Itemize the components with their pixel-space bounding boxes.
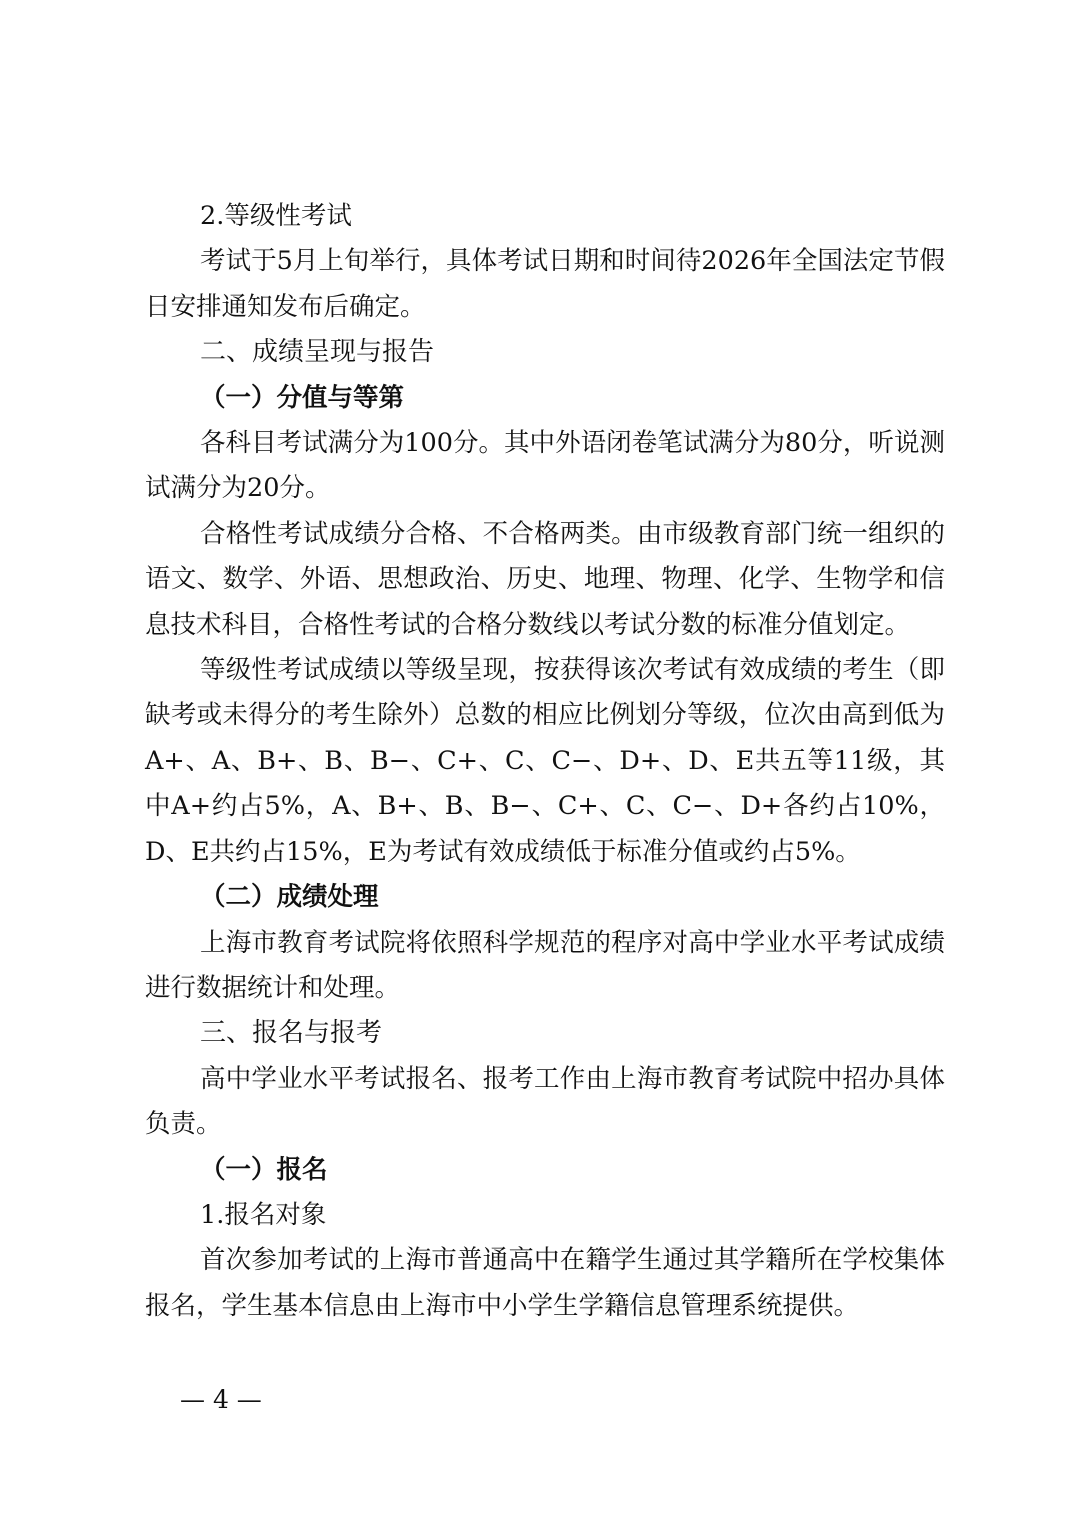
paragraph-registration-office: 高中学业水平考试报名、报考工作由上海市教育考试院中招办具体负责。 [145, 1063, 945, 1140]
subsection-heading-score-grade: （一）分值与等第 [200, 382, 405, 413]
section-heading-registration: 三、报名与报考 [200, 1018, 383, 1049]
paragraph-score-processing: 上海市教育考试院将依照科学规范的程序对高中学业水平考试成绩进行数据统计和处理。 [145, 927, 945, 1003]
paragraph-full-score: 各科目考试满分为100分。其中外语闭卷笔试满分为80分，听说测试满分为20分。 [145, 428, 945, 504]
paragraph-pass-fail: 合格性考试成绩分合格、不合格两类。由市级教育部门统一组织的语文、数学、外语、思想政治、历史、地理、物理、化学、生物学和信息技术科目，合格性考试的合格分数线以考试分数的标准分值划定。 [145, 518, 945, 640]
item-heading-registration-target: 1.报名对象 [200, 1199, 327, 1230]
subsection-heading-score-processing: （二）成绩处理 [200, 882, 379, 913]
paragraph-grade-levels: 等级性考试成绩以等级呈现，按获得该次考试有效成绩的考生（即缺考或未得分的考生除外）总数的相应比例划分等级，位次由高到低为A+、A、B+、B、B−、C+、C、C−、D+、D、E共五等11级，其中A+约占5%，A、B+、B、B−、C+、C、C−、D+各约占10%，D、E共约占15%，E为考试有效成绩低于标准分值或约占5%。 [145, 655, 945, 867]
paragraph-exam-date: 考试于5月上旬举行，具体考试日期和时间待2026年全国法定节假日安排通知发布后确定。 [145, 246, 945, 322]
subsection-heading-registration: （一）报名 [200, 1154, 328, 1185]
section-heading-score-report: 二、成绩呈现与报告 [200, 337, 435, 368]
document-body [145, 194, 945, 1329]
page-number: — 4 — [180, 1385, 262, 1414]
paragraph-registration-target: 首次参加考试的上海市普通高中在籍学生通过其学籍所在学校集体报名，学生基本信息由上海市中小学生学籍信息管理系统提供。 [145, 1245, 945, 1321]
subsection-heading-level-exam: 2.等级性考试 [200, 201, 352, 231]
